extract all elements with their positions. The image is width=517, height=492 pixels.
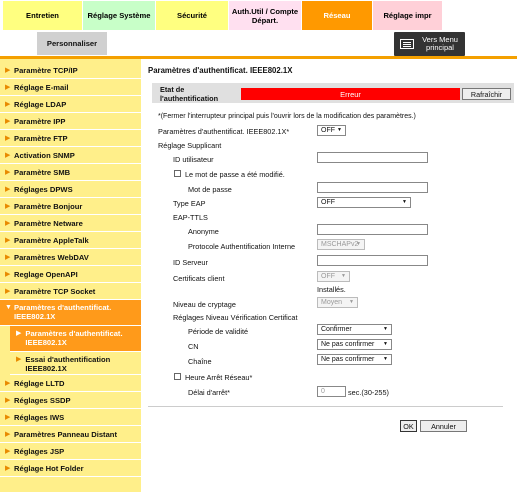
sidebar-item-ieee8021x[interactable]: ▼ Paramètres d'authentificat. IEEE802.1X bbox=[0, 300, 141, 326]
ok-button[interactable]: OK bbox=[400, 420, 417, 432]
protocol-label: Protocole Authentification Interne bbox=[188, 242, 296, 251]
arrow-icon: ▶ bbox=[5, 397, 11, 404]
arrow-icon: ▶ bbox=[5, 380, 11, 387]
auth-status-label: Etat de l'authentification bbox=[160, 85, 219, 103]
auth-status-value: Erreur bbox=[241, 88, 460, 100]
arrow-icon: ▶ bbox=[5, 288, 11, 295]
arrow-icon: ▶ bbox=[5, 152, 11, 159]
chain-label: Chaîne bbox=[188, 357, 212, 366]
stop-time-checkbox[interactable] bbox=[174, 373, 181, 380]
menu-icon bbox=[400, 39, 414, 49]
supplicant-heading: Réglage Supplicant bbox=[158, 141, 222, 150]
client-certs-select[interactable]: OFF ▼ bbox=[317, 271, 350, 282]
delay-field[interactable]: 0 bbox=[317, 386, 346, 397]
sidebar-item-ssdp[interactable]: ▶ Réglages SSDP bbox=[0, 392, 141, 409]
arrow-down-icon: ▼ bbox=[5, 304, 12, 311]
arrow-icon: ▶ bbox=[5, 271, 11, 278]
password-label: Mot de passe bbox=[188, 185, 232, 194]
sidebar-item-ftp[interactable]: ▶ Paramètre FTP bbox=[0, 130, 141, 147]
arrow-icon: ▶ bbox=[5, 414, 11, 421]
eap-ttls-label: EAP-TTLS bbox=[173, 213, 208, 222]
arrow-icon: ▶ bbox=[5, 203, 11, 210]
tab-entretien[interactable]: Entretien bbox=[3, 1, 82, 30]
main-menu-label: Vers Menu principal bbox=[422, 35, 458, 52]
arrow-icon: ▶ bbox=[5, 431, 11, 438]
page-title: Paramètres d'authentificat. IEEE802.1X bbox=[148, 66, 293, 75]
tab-reglage-impr[interactable]: Réglage impr bbox=[373, 1, 442, 30]
sidebar-item-dpws[interactable]: ▶ Réglages DPWS bbox=[0, 181, 141, 198]
arrow-icon: ▶ bbox=[5, 186, 11, 193]
main-menu-button[interactable] bbox=[394, 32, 465, 56]
ieee8021x-label: Paramètres d'authentificat. IEEE802.1X* bbox=[158, 127, 290, 136]
arrow-icon: ▶ bbox=[5, 237, 11, 244]
eap-type-select[interactable]: OFF ▼ bbox=[317, 197, 411, 208]
chain-select[interactable]: Ne pas confirmer ▼ bbox=[317, 354, 392, 365]
sidebar-item-netware[interactable]: ▶ Paramètre Netware bbox=[0, 215, 141, 232]
tab-personnaliser[interactable]: Personnaliser bbox=[37, 32, 107, 55]
cn-select[interactable]: Ne pas confirmer ▼ bbox=[317, 339, 392, 350]
arrow-icon: ▶ bbox=[5, 118, 11, 125]
sidebar-item-remote-panel[interactable]: ▶ Paramètres Panneau Distant bbox=[0, 426, 141, 443]
sub-tabs bbox=[0, 31, 517, 56]
sidebar-item-jsp[interactable]: ▶ Réglages JSP bbox=[0, 443, 141, 460]
arrow-icon: ▶ bbox=[5, 67, 11, 74]
arrow-icon: ▶ bbox=[5, 254, 11, 261]
sidebar-item-bonjour[interactable]: ▶ Paramètre Bonjour bbox=[0, 198, 141, 215]
server-id-label: ID Serveur bbox=[173, 258, 208, 267]
sidebar-item-smb[interactable]: ▶ Paramètre SMB bbox=[0, 164, 141, 181]
stop-time-label: Heure Arrêt Réseau* bbox=[185, 373, 253, 382]
eap-type-label: Type EAP bbox=[173, 199, 206, 208]
restart-note: *(Fermer l'interrupteur principal puis l'ouvrir lors de la modification des paramètres.) bbox=[158, 113, 416, 120]
validity-label: Période de validité bbox=[188, 327, 249, 336]
cert-verif-heading: Réglages Niveau Vérification Certificat bbox=[173, 313, 298, 322]
sidebar-item-tcp-socket[interactable]: ▶ Paramètre TCP Socket bbox=[0, 283, 141, 300]
tab-systeme[interactable]: Réglage Système bbox=[83, 1, 155, 30]
arrow-icon: ▶ bbox=[5, 135, 11, 142]
server-id-field[interactable] bbox=[317, 255, 428, 266]
sidebar-item-ipp[interactable]: ▶ Paramètre IPP bbox=[0, 113, 141, 130]
crypto-label: Niveau de cryptage bbox=[173, 300, 236, 309]
pw-changed-label: Le mot de passe a été modifié. bbox=[185, 170, 285, 179]
sidebar-subitem-ieee8021x-settings[interactable]: ▶ Paramètres d'authentificat. IEEE802.1X bbox=[10, 326, 141, 352]
arrow-icon: ▶ bbox=[5, 169, 11, 176]
refresh-button[interactable]: Rafraîchir bbox=[462, 88, 511, 100]
top-tabs bbox=[0, 0, 517, 31]
arrow-icon: ▶ bbox=[5, 84, 11, 91]
tab-reseau[interactable]: Réseau bbox=[302, 1, 372, 30]
sidebar bbox=[0, 59, 141, 492]
sidebar-item-hot-folder[interactable]: ▶ Réglage Hot Folder bbox=[0, 460, 141, 477]
user-id-label: ID utilisateur bbox=[173, 155, 214, 164]
sidebar-item-snmp[interactable]: ▶ Activation SNMP bbox=[0, 147, 141, 164]
client-certs-label: Certificats client bbox=[173, 274, 225, 283]
protocol-select[interactable]: MSCHAPv2 ▼ bbox=[317, 239, 365, 250]
arrow-icon: ▶ bbox=[16, 330, 22, 337]
sidebar-item-iws[interactable]: ▶ Réglages IWS bbox=[0, 409, 141, 426]
sidebar-item-lltd[interactable]: ▶ Réglage LLTD bbox=[0, 375, 141, 392]
arrow-icon: ▶ bbox=[5, 101, 11, 108]
user-id-field[interactable] bbox=[317, 152, 428, 163]
tab-securite[interactable]: Sécurité bbox=[156, 1, 228, 30]
sidebar-item-openapi[interactable]: ▶ Reglage OpenAPI bbox=[0, 266, 141, 283]
delay-label: Délai d'arrêt* bbox=[188, 388, 230, 397]
delay-unit: sec.(30-255) bbox=[348, 388, 389, 397]
anonyme-label: Anonyme bbox=[188, 227, 219, 236]
arrow-icon: ▶ bbox=[16, 356, 22, 363]
validity-select[interactable]: Confirmer ▼ bbox=[317, 324, 392, 335]
sidebar-item-webdav[interactable]: ▶ Paramètres WebDAV bbox=[0, 249, 141, 266]
arrow-icon: ▶ bbox=[5, 465, 11, 472]
sidebar-item-ldap[interactable]: ▶ Réglage LDAP bbox=[0, 96, 141, 113]
anonyme-field[interactable] bbox=[317, 224, 428, 235]
password-field[interactable] bbox=[317, 182, 428, 193]
tab-auth[interactable]: Auth.Util / Compte Départ. bbox=[229, 1, 301, 30]
sidebar-item-tcpip[interactable]: ▶ Paramètre TCP/IP bbox=[0, 62, 141, 79]
crypto-select[interactable]: Moyen ▼ bbox=[317, 297, 358, 308]
cancel-button[interactable]: Annuler bbox=[420, 420, 467, 432]
installed-text: Installés. bbox=[317, 285, 346, 294]
form-divider bbox=[148, 406, 503, 407]
arrow-icon: ▶ bbox=[5, 448, 11, 455]
arrow-icon: ▶ bbox=[5, 220, 11, 227]
sidebar-subitem-auth-test[interactable]: ▶ Essai d'authentification IEEE802.1X bbox=[10, 352, 141, 375]
sidebar-item-appletalk[interactable]: ▶ Paramètre AppleTalk bbox=[0, 232, 141, 249]
pw-changed-checkbox[interactable] bbox=[174, 170, 181, 177]
sidebar-item-email[interactable]: ▶ Réglage E-mail bbox=[0, 79, 141, 96]
cn-label: CN bbox=[188, 342, 199, 351]
ieee8021x-select[interactable]: OFF ▼ bbox=[317, 125, 346, 136]
